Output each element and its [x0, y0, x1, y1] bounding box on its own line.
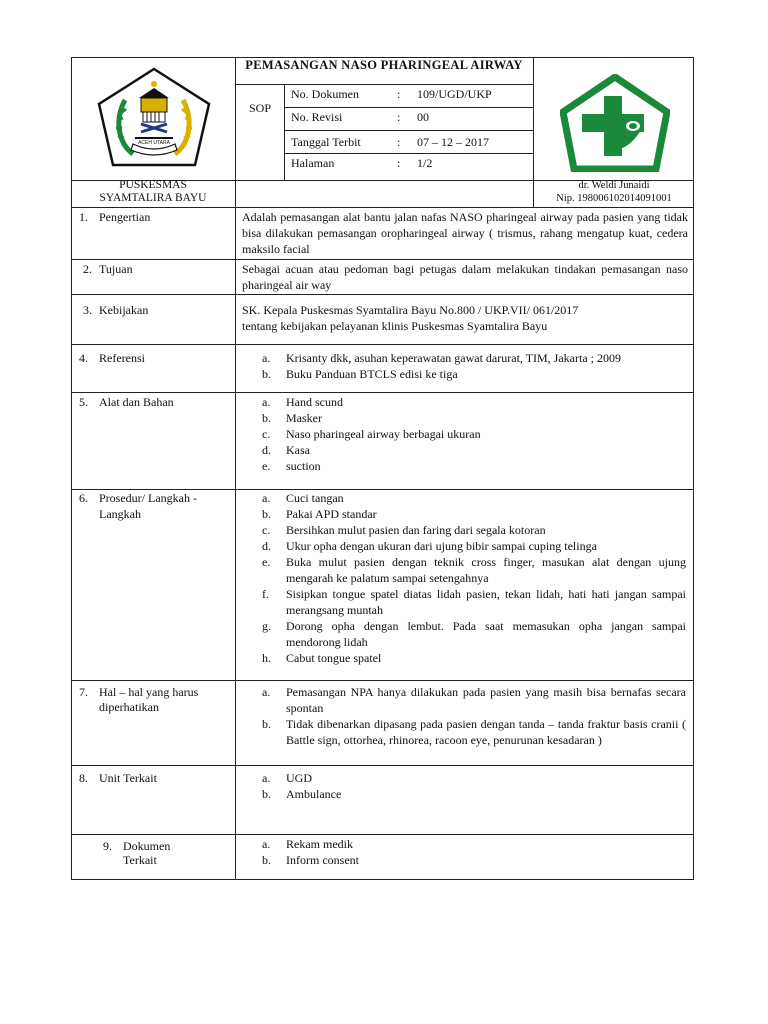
list-item-letter: b. — [262, 717, 271, 731]
list-item-text: Dorong opha dengan lembut. Pada saat memasukan opha jangan sampai mendorong lidah — [286, 619, 686, 649]
list-item-letter: b. — [262, 367, 271, 381]
list-item — [262, 852, 359, 868]
section-number: 2. — [83, 262, 92, 276]
section-label-kebijakan: Kebijakan — [99, 303, 149, 317]
list-item-letter: b. — [262, 411, 271, 425]
list-item-text: Masker — [286, 411, 322, 425]
list-item-text: Ambulance — [286, 787, 342, 801]
divider-h-s2 — [71, 294, 694, 295]
section-number: 1. — [79, 210, 88, 224]
org-name-line1: PUSKESMAS — [119, 179, 187, 191]
list-item-letter: c. — [262, 523, 271, 537]
section-label-perhatian-line2: diperhatikan — [99, 700, 159, 714]
list-item-letter: a. — [262, 491, 271, 505]
list-item-text: Rekam medik — [286, 837, 353, 851]
aceh-utara-emblem — [95, 66, 213, 172]
list-item-text: Pakai APD standar — [286, 507, 377, 521]
list-item-letter: a. — [262, 685, 271, 699]
section-label-perhatian-line1: Hal – hal yang harus — [99, 685, 199, 699]
section-label-unit-terkait: Unit Terkait — [99, 771, 157, 785]
list-item — [262, 410, 481, 426]
divider-h-s6 — [71, 680, 694, 681]
list-item-letter: d. — [262, 443, 271, 457]
list-item — [262, 506, 686, 522]
referensi-list — [262, 350, 686, 382]
perhatian-list — [262, 684, 686, 748]
list-item — [262, 586, 686, 618]
issue-date-label: Tanggal Terbit — [291, 135, 361, 149]
signer-nip: Nip. 198006102014091001 — [556, 193, 672, 204]
doc-number-label: No. Dokumen — [291, 87, 359, 101]
list-item-text: Bersihkan mulut pasien dan faring dari segala kotoran — [286, 523, 546, 537]
divider-v-body — [235, 207, 236, 880]
list-item — [262, 490, 686, 506]
prosedur-list — [262, 490, 686, 666]
list-item-text: Kasa — [286, 443, 310, 457]
page-count-label: Halaman — [291, 156, 335, 170]
revision-label: No. Revisi — [291, 110, 343, 124]
list-item-text: Sisipkan tongue spatel diatas lidah pasien, tekan lidah, hati hati jangan sampai merangsang muntah — [286, 587, 686, 617]
section-text-kebijakan-line1: SK. Kepala Puskesmas Syamtalira Bayu No.800 / UKP.VII/ 061/2017 — [242, 303, 579, 317]
list-item-letter: f. — [262, 587, 269, 601]
revision-colon: : — [397, 110, 401, 124]
list-item-text: Inform consent — [286, 853, 359, 867]
list-item — [262, 426, 481, 442]
list-item-letter: g. — [262, 619, 271, 633]
list-item-letter: d. — [262, 539, 271, 553]
section-text-kebijakan-line2: tentang kebijakan pelayanan klinis Puskesmas Syamtalira Bayu — [242, 319, 548, 333]
section-number: 9. — [103, 839, 112, 853]
signer-name: dr. Weldi Junaidi — [578, 180, 650, 191]
list-item-letter: a. — [262, 395, 271, 409]
divider-v-sop — [284, 84, 285, 180]
list-item — [262, 770, 341, 786]
section-number: 6. — [79, 491, 88, 505]
list-item — [262, 366, 686, 382]
divider-h-row2 — [284, 130, 533, 131]
section-label-referensi: Referensi — [99, 351, 145, 365]
list-item-letter: a. — [262, 351, 271, 365]
page-title: PEMASANGAN NASO PHARINGEAL AIRWAY — [245, 58, 523, 72]
list-item-letter: e. — [262, 555, 271, 569]
puskesmas-logo — [560, 74, 670, 172]
list-item-letter: b. — [262, 507, 271, 521]
list-item-letter: e. — [262, 459, 271, 473]
list-item — [262, 618, 686, 650]
section-text-pengertian: Adalah pemasangan alat bantu jalan nafas NASO pharingeal airway pada pasien yang tidak bisa dilakukan pemasangan oropharingeal airway ( trismus, rahang mengatup kuat, cedera maksilo facial — [242, 210, 688, 256]
list-item — [262, 458, 481, 474]
doc-number-value: 109/UGD/UKP — [417, 87, 492, 101]
issue-date-colon: : — [397, 135, 401, 149]
list-item — [262, 522, 686, 538]
revision-value: 00 — [417, 110, 429, 124]
list-item — [262, 786, 341, 802]
list-item-text: Krisanty dkk, asuhan keperawatan gawat darurat, TIM, Jakarta ; 2009 — [286, 351, 621, 365]
list-item — [262, 554, 686, 586]
list-item-text: Ukur opha dengan ukuran dari ujung bibir sampai cuping telinga — [286, 539, 597, 553]
list-item — [262, 836, 359, 852]
divider-v-left-header — [235, 57, 236, 207]
issue-date-value: 07 – 12 – 2017 — [417, 135, 489, 149]
list-item — [262, 650, 686, 666]
list-item-text: Buka mulut pasien dengan teknik cross finger, masukan alat dengan ujung mengarah ke palatum sampai setengahnya — [286, 555, 686, 585]
emblem-banner-text: ACEH UTARA — [138, 140, 170, 146]
sop-label: SOP — [248, 101, 271, 115]
divider-h-s1 — [71, 259, 694, 260]
divider-h-row3 — [284, 153, 533, 154]
list-item — [262, 538, 686, 554]
list-item-letter: b. — [262, 787, 271, 801]
list-item-letter: c. — [262, 427, 271, 441]
section-label-dokumen-line2: Terkait — [123, 853, 157, 867]
section-label-pengertian: Pengertian — [99, 210, 151, 224]
list-item-letter: a. — [262, 771, 271, 785]
divider-h-row1 — [284, 107, 533, 108]
section-label-prosedur-line1: Prosedur/ Langkah - — [99, 491, 197, 505]
divider-h-s4 — [71, 392, 694, 393]
divider-h-s7 — [71, 765, 694, 766]
list-item-letter: h. — [262, 651, 271, 665]
section-label-prosedur-line2: Langkah — [99, 507, 141, 521]
org-name-line2: SYAMTALIRA BAYU — [99, 192, 207, 204]
list-item — [262, 394, 481, 410]
section-number: 5. — [79, 395, 88, 409]
section-number: 8. — [79, 771, 88, 785]
alat-bahan-list — [262, 394, 481, 474]
section-text-tujuan: Sebagai acuan atau pedoman bagi petugas dalam melakukan tindakan pemasangan naso pharingeal air way — [242, 262, 688, 292]
unit-terkait-list — [262, 770, 341, 802]
section-label-alat-bahan: Alat dan Bahan — [99, 395, 174, 409]
list-item-text: Buku Panduan BTCLS edisi ke tiga — [286, 367, 458, 381]
list-item — [262, 442, 481, 458]
section-number: 3. — [83, 303, 92, 317]
section-label-tujuan: Tujuan — [99, 262, 133, 276]
list-item — [262, 684, 686, 716]
divider-h-org — [71, 207, 694, 208]
divider-h-title — [235, 84, 533, 85]
section-number: 4. — [79, 351, 88, 365]
page-count-value: 1/2 — [417, 156, 433, 170]
page-count-colon: : — [397, 156, 401, 170]
list-item — [262, 350, 686, 366]
list-item-text: suction — [286, 459, 321, 473]
list-item-letter: a. — [262, 837, 271, 851]
list-item-text: Cabut tongue spatel — [286, 651, 382, 665]
doc-number-colon: : — [397, 87, 401, 101]
divider-h-s8 — [71, 834, 694, 835]
list-item — [262, 716, 686, 748]
section-label-dokumen-line1: Dokumen — [123, 839, 171, 853]
list-item-text: Hand scund — [286, 395, 343, 409]
list-item-text: Naso pharingeal airway berbagai ukuran — [286, 427, 481, 441]
dokumen-terkait-list — [262, 836, 359, 868]
list-item-text: Tidak dibenarkan dipasang pada pasien dengan tanda – tanda fraktur basis cranii ( Battle sign, ottorhea, rhinorea, racoon eye, penurunan kesadaran ) — [286, 717, 686, 747]
list-item-text: UGD — [286, 771, 312, 785]
section-number: 7. — [79, 685, 88, 699]
list-item-text: Cuci tangan — [286, 491, 344, 505]
divider-h-s3 — [71, 344, 694, 345]
list-item-text: Pemasangan NPA hanya dilakukan pada pasien yang masih bisa bernafas secara spontan — [286, 685, 686, 715]
list-item-letter: b. — [262, 853, 271, 867]
